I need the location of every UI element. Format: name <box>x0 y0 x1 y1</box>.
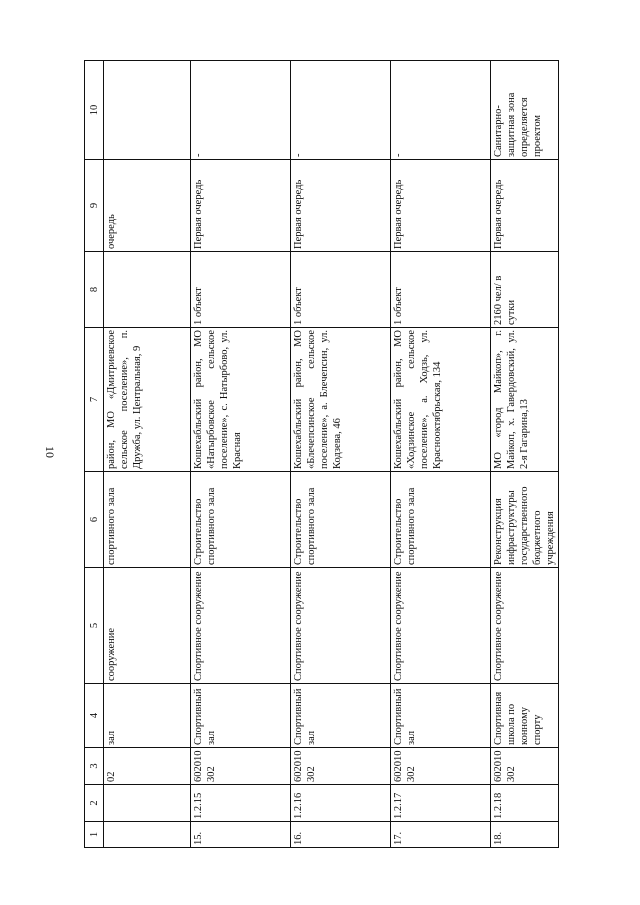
cell-classifier: 602010302 <box>191 748 291 785</box>
cell-classifier: 02 <box>104 748 191 785</box>
cell-capacity: 2160 чел/ в сутки <box>491 252 559 328</box>
cell-action: Реконструкция инфраструктуры государственного бюджетного учреждения <box>491 472 559 568</box>
table-row <box>104 61 191 848</box>
table-row <box>491 61 559 848</box>
cell-object: зал <box>104 684 191 748</box>
cell-stage: Первая очередь <box>191 160 291 252</box>
cell-location: МО «город Майкоп», г. Майкоп, х. Гавердовский, ул. 2-я Гагарина,13 <box>491 328 559 472</box>
cell-index <box>104 822 191 848</box>
cell-index: 18. <box>491 822 559 848</box>
cell-code: 1.2.16 <box>291 785 391 822</box>
column-number: 2 <box>85 785 104 822</box>
cell-action: спортивного зала <box>104 472 191 568</box>
column-number: 8 <box>85 252 104 328</box>
cell-zone: - <box>191 61 291 160</box>
cell-action: Строительство спортивного зала <box>291 472 391 568</box>
cell-type: сооружение <box>104 568 191 684</box>
cell-type: Спортивное сооружение <box>391 568 491 684</box>
cell-code <box>104 785 191 822</box>
cell-location: Кошехабльский район, МО «Блечепсинское сельское поселение», а. Блечепсин, ул. Кодзева, 46 <box>291 328 391 472</box>
cell-stage: Первая очередь <box>391 160 491 252</box>
cell-zone: - <box>291 61 391 160</box>
column-number: 3 <box>85 748 104 785</box>
cell-stage: Первая очередь <box>291 160 391 252</box>
cell-type: Спортивное сооружение <box>291 568 391 684</box>
cell-classifier: 602010302 <box>291 748 391 785</box>
column-number: 7 <box>85 328 104 472</box>
rotated-table-container <box>84 61 556 848</box>
cell-classifier: 602010302 <box>391 748 491 785</box>
cell-code: 1.2.15 <box>191 785 291 822</box>
cell-capacity: 1 объект <box>291 252 391 328</box>
objects-table <box>84 60 559 848</box>
table-viewport <box>84 61 556 848</box>
cell-index: 17. <box>391 822 491 848</box>
cell-zone: - <box>391 61 491 160</box>
cell-zone: Санитарно-защитная зона определяется проектом <box>491 61 559 160</box>
cell-classifier: 602010302 <box>491 748 559 785</box>
column-number: 5 <box>85 568 104 684</box>
column-number: 10 <box>85 61 104 160</box>
cell-code: 1.2.18 <box>491 785 559 822</box>
table-row <box>191 61 291 848</box>
cell-stage: очередь <box>104 160 191 252</box>
cell-object: Спортивная школа по конному спорту <box>491 684 559 748</box>
cell-location: район, МО «Дмитриевское сельское поселение», п. Дружба, ул. Центральная, 9 <box>104 328 191 472</box>
table-row <box>391 61 491 848</box>
column-number: 1 <box>85 822 104 848</box>
cell-code: 1.2.17 <box>391 785 491 822</box>
cell-capacity: 1 объект <box>391 252 491 328</box>
table-row <box>291 61 391 848</box>
cell-index: 15. <box>191 822 291 848</box>
page-number: 10 <box>43 446 57 458</box>
cell-object: Спортивный зал <box>291 684 391 748</box>
cell-action: Строительство спортивного зала <box>191 472 291 568</box>
cell-capacity <box>104 252 191 328</box>
cell-location: Кошехабльский район, МО «Натырбовское сельское поселение», с. Натырбово, ул. Красная <box>191 328 291 472</box>
cell-zone <box>104 61 191 160</box>
column-number: 6 <box>85 472 104 568</box>
column-number: 9 <box>85 160 104 252</box>
cell-action: Строительство спортивного зала <box>391 472 491 568</box>
cell-capacity: 1 объект <box>191 252 291 328</box>
cell-object: Спортивный зал <box>391 684 491 748</box>
column-number: 4 <box>85 684 104 748</box>
cell-index: 16. <box>291 822 391 848</box>
cell-type: Спортивное сооружение <box>491 568 559 684</box>
cell-location: Кошехабльский район, МО «Ходзинское сельское поселение», а. Ходзь, ул. Краснооктябрьская, 134 <box>391 328 491 472</box>
cell-object: Спортивный зал <box>191 684 291 748</box>
cell-stage: Первая очередь <box>491 160 559 252</box>
cell-type: Спортивное сооружение <box>191 568 291 684</box>
column-number-row <box>85 61 104 848</box>
